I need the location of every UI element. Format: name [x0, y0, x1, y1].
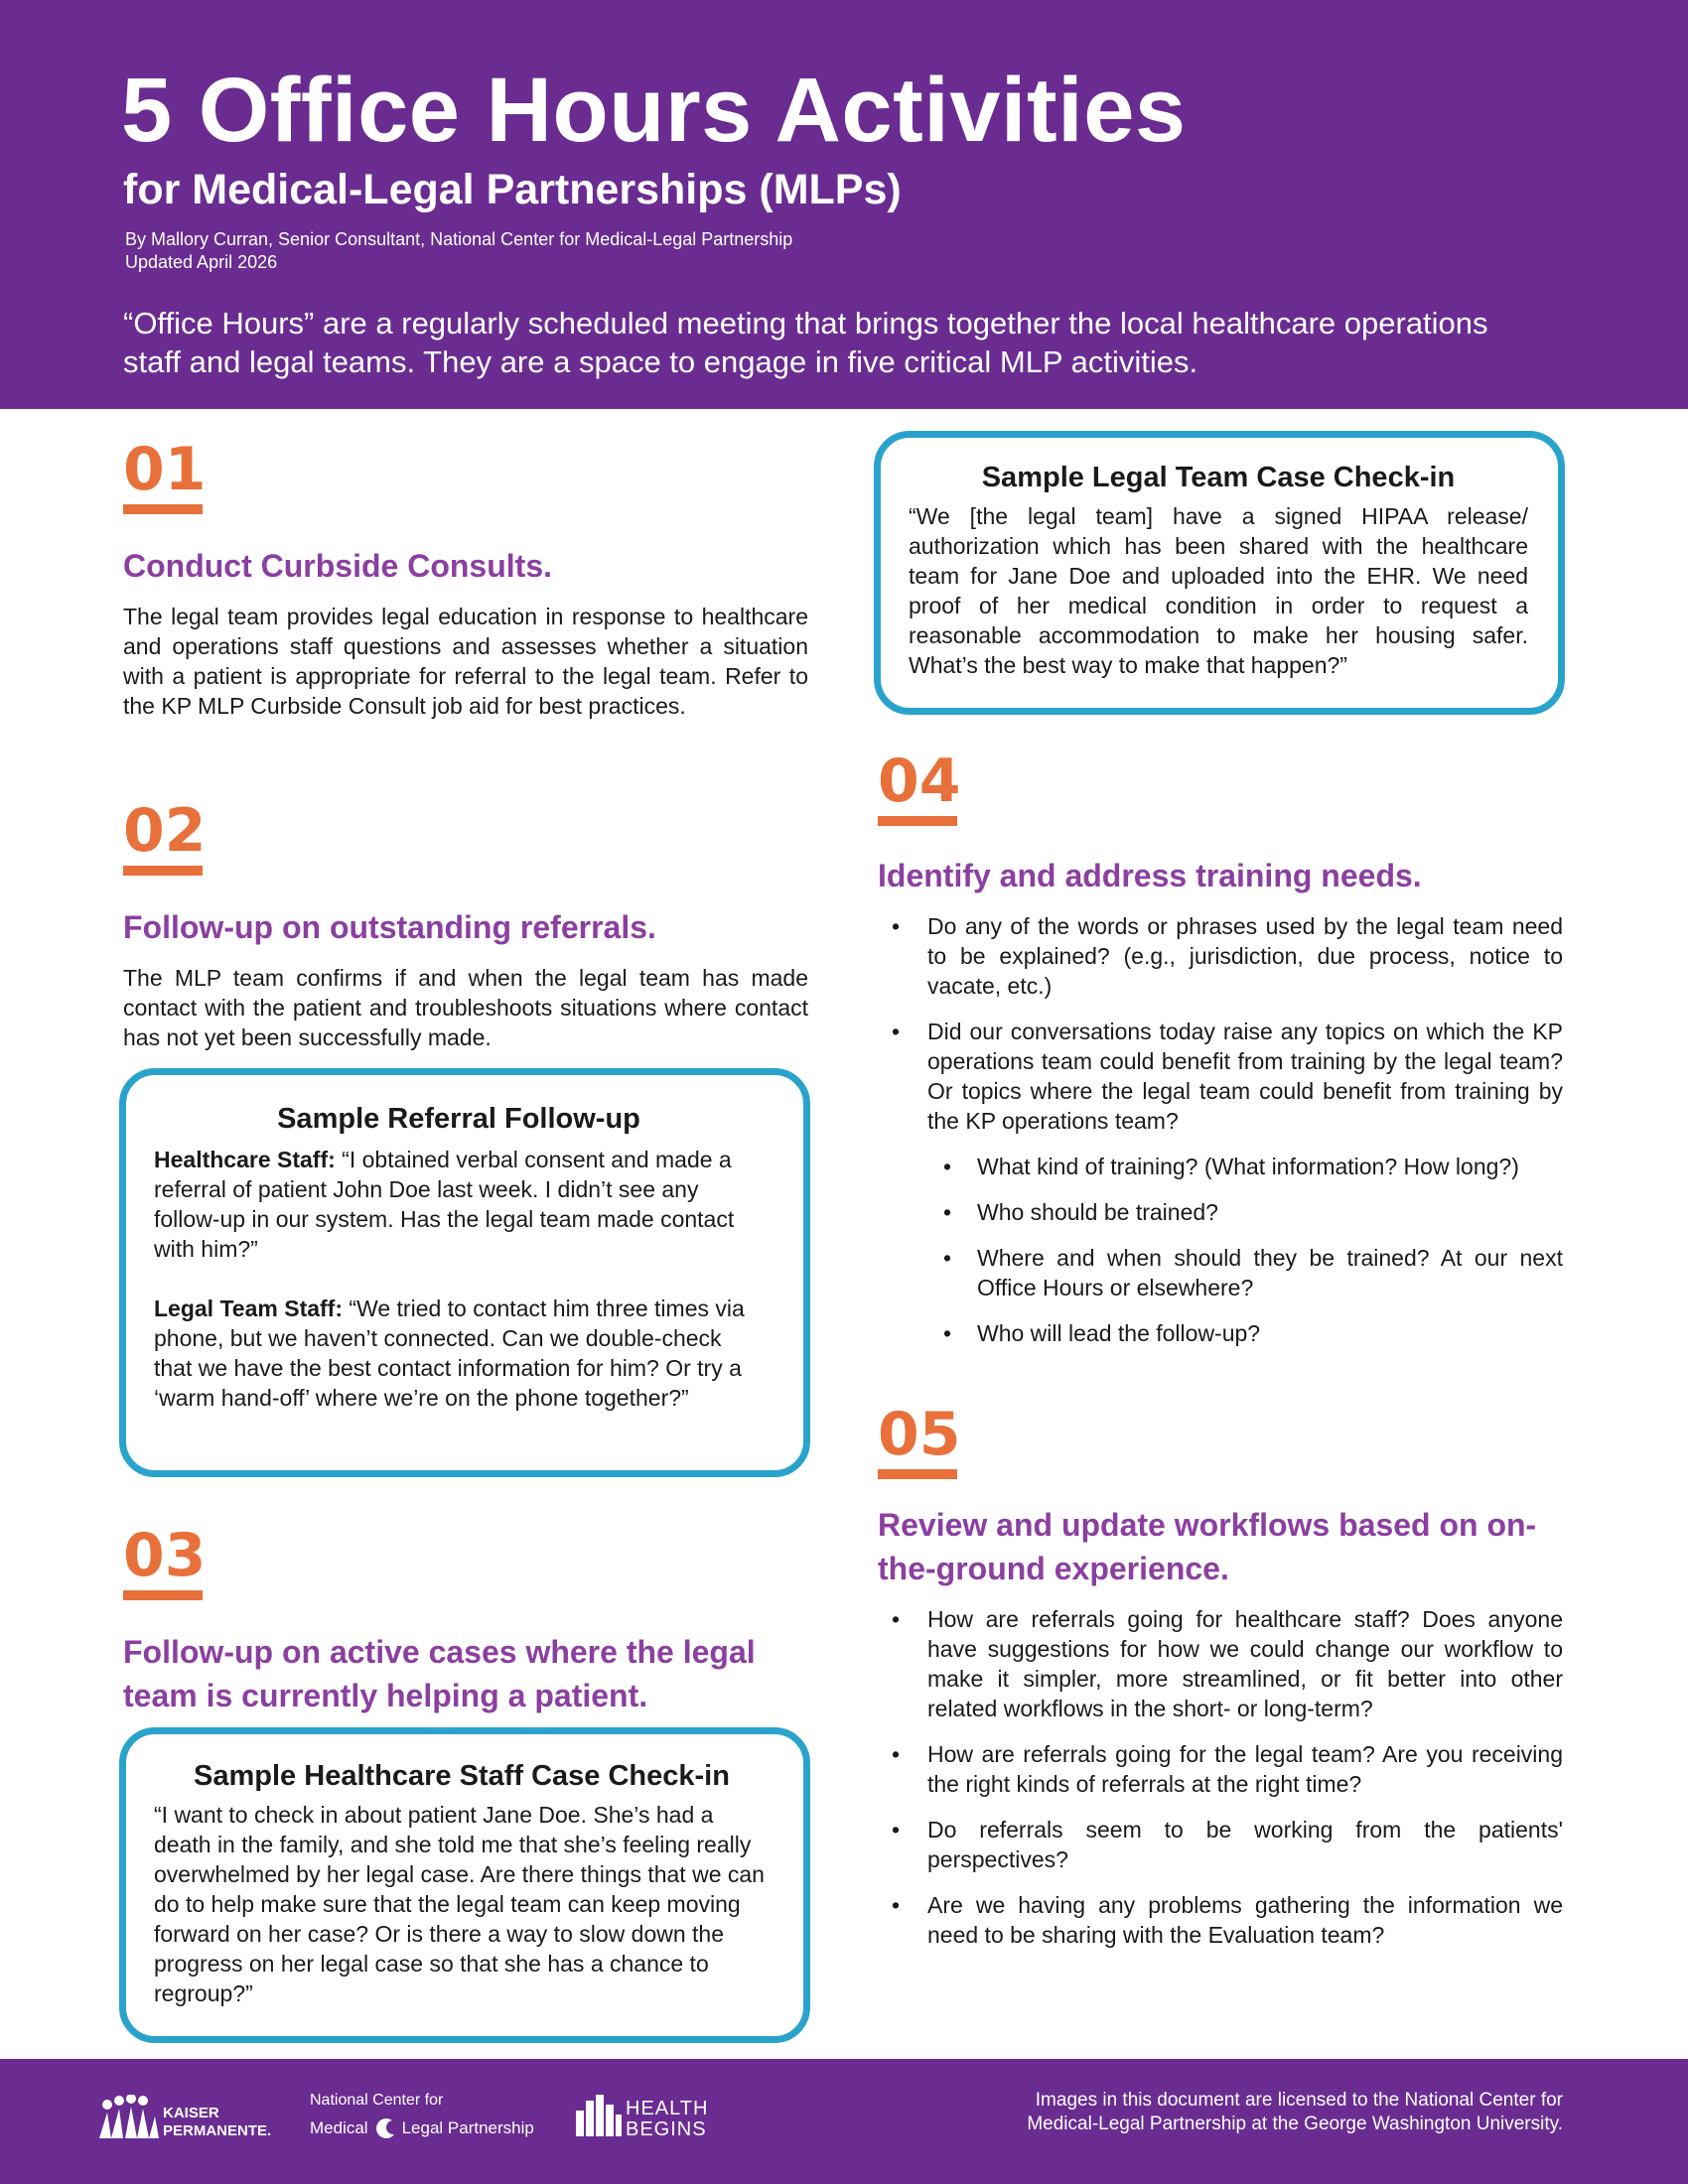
section-title: Follow-up on outstanding referrals.: [123, 909, 656, 945]
ncmlp-logo: [310, 2091, 548, 2150]
header-banner: [0, 0, 1688, 409]
section-text: The MLP team confirms if and when the legal team has made contact with the patient and troubleshoots situations where contact has not yet been successfully made.: [123, 965, 808, 1050]
page-title: 5 Office Hours Activities: [121, 60, 1187, 161]
sample-legal-checkin-box: [874, 431, 1565, 715]
kp-people-icon: [97, 2095, 161, 2140]
section-04: [878, 749, 1563, 1364]
city-skyline-icon: [574, 2093, 624, 2136]
section-05: [878, 1402, 1563, 1966]
section-number-underline: [123, 1590, 203, 1600]
legal-team-staff-quote: [154, 1294, 764, 1413]
section-number: 05: [878, 1400, 961, 1469]
footer-banner: [0, 2059, 1688, 2184]
box-quote: “I want to check in about patient Jane Doe. She’s had a death in the family, and she told me that she’s feeling really overwhelmed by her legal case. Are there things that we can do to help make sure that the legal team can keep moving forward on her case? Or is there a way to slow down the progress on her legal case so that she has a chance to regroup?”: [154, 1802, 765, 2006]
speaker-label: Healthcare Staff:: [154, 1147, 336, 1172]
list-item: • Who should be trained?: [878, 1197, 1563, 1227]
quote-text: “We tried to contact him three times via phone, but we haven’t connected. Can we double-check that we have the best contact information for him? Or try a ‘warm hand-off’ where we’re on the phone together?”: [154, 1296, 745, 1411]
sample-healthcare-checkin-box: [119, 1727, 810, 2043]
section-number: 01: [123, 435, 207, 504]
byline: [125, 228, 792, 274]
kp-logo-line2: PERMANENTE.: [163, 2122, 272, 2139]
sample-referral-box: [119, 1068, 810, 1477]
quote-text: “I obtained verbal consent and made a referral of patient John Doe last week. I didn’t see any follow-up in our system. Has the legal team made contact with him?”: [154, 1147, 735, 1262]
section-number: 02: [123, 796, 207, 866]
hb-logo-line2: BEGINS: [626, 2118, 707, 2140]
section-02: [123, 798, 808, 1052]
image-license-note: Images in this document are licensed to the National Center for Medical-Legal Partnership at the George Washington University.: [1027, 2090, 1563, 2134]
kp-logo-line1: KAISER: [163, 2105, 219, 2121]
box-title: Sample Referral Follow-up: [277, 1103, 640, 1135]
list-item: • Did our conversations today raise any topics on which the KP operations team could benefit from training by the legal team? Or topics where the legal team could benefit from training by the KP operations team?: [878, 1017, 1563, 1136]
box-title: Sample Legal Team Case Check-in: [981, 462, 1456, 493]
section-title: Review and update workflows based on on-the-ground experience.: [878, 1507, 1537, 1586]
list-item: • Do any of the words or phrases used by the legal team need to be explained? (e.g., jurisdiction, due process, notice to vacate, etc.): [878, 911, 1563, 1001]
ncmlp-logo-legal: Legal Partnership: [401, 2118, 534, 2137]
section-number-underline: [123, 866, 203, 876]
list-item: • Are we having any problems gathering the information we need to be sharing with the Evaluation team?: [878, 1890, 1563, 1950]
speaker-label: Legal Team Staff:: [154, 1296, 343, 1321]
box-title: Sample Healthcare Staff Case Check-in: [194, 1760, 730, 1792]
training-subquestions-list: [878, 1152, 1563, 1348]
section-number-underline: [878, 1469, 957, 1479]
ncmlp-logo-medical: Medical: [310, 2118, 368, 2137]
section-title: Identify and address training needs.: [878, 858, 1422, 893]
author-line: By Mallory Curran, Senior Consultant, National Center for Medical-Legal Partnership: [125, 229, 793, 249]
list-item: • What kind of training? (What information? How long?): [878, 1152, 1563, 1181]
section-01: [123, 437, 808, 721]
updated-date: Updated April 2026: [125, 252, 278, 272]
section-number: 03: [123, 1521, 207, 1590]
section-title: Conduct Curbside Consults.: [123, 548, 552, 584]
workflow-questions-list: [878, 1604, 1563, 1950]
list-item: • How are referrals going for healthcare staff? Does anyone have suggestions for how we could change our workflow to make it simpler, more streamlined, or fit better into other related workflows in the short- or long-term?: [878, 1604, 1563, 1723]
list-item: • Do referrals seem to be working from the patients' perspectives?: [878, 1815, 1563, 1874]
list-item: • How are referrals going for the legal team? Are you receiving the right kinds of referrals at the right time?: [878, 1739, 1563, 1799]
section-03: [123, 1523, 808, 1717]
section-number-underline: [878, 816, 957, 826]
section-title: Follow-up on active cases where the legal team is currently helping a patient.: [123, 1634, 756, 1713]
ncmlp-logo-line1: National Center for: [310, 2092, 444, 2109]
kaiser-permanente-logo: [97, 2089, 286, 2158]
hb-logo-line1: HEALTH: [626, 2098, 709, 2119]
list-item: • Who will lead the follow-up?: [878, 1318, 1563, 1348]
section-number: 04: [878, 747, 961, 816]
training-questions-list: [878, 911, 1563, 1136]
intro-text: “Office Hours” are a regularly scheduled meeting that brings together the local healthcare operations staff and legal teams. They are a space to engage in five critical MLP activities.: [123, 306, 1488, 379]
ncmlp-swirl-icon: [372, 2116, 398, 2140]
page-subtitle: for Medical-Legal Partnerships (MLPs): [123, 166, 902, 213]
box-quote: “We [the legal team] have a signed HIPAA release/ authorization which has been shared with the healthcare team for Jane Doe and uploaded into the EHR. We need proof of her medical condition in order to request a reasonable accommodation to make her housing safer. What’s the best way to make that happen?”: [909, 503, 1528, 678]
section-text: The legal team provides legal education in response to healthcare and operations staff questions and assesses whether a situation with a patient is appropriate for referral to the legal team. Refer to the KP MLP Curbside Consult job aid for best practices.: [123, 604, 808, 719]
healthcare-staff-quote: [154, 1145, 764, 1264]
health-begins-logo: [574, 2089, 723, 2148]
list-item: • Where and when should they be trained? At our next Office Hours or elsewhere?: [878, 1243, 1563, 1302]
section-number-underline: [123, 504, 203, 514]
